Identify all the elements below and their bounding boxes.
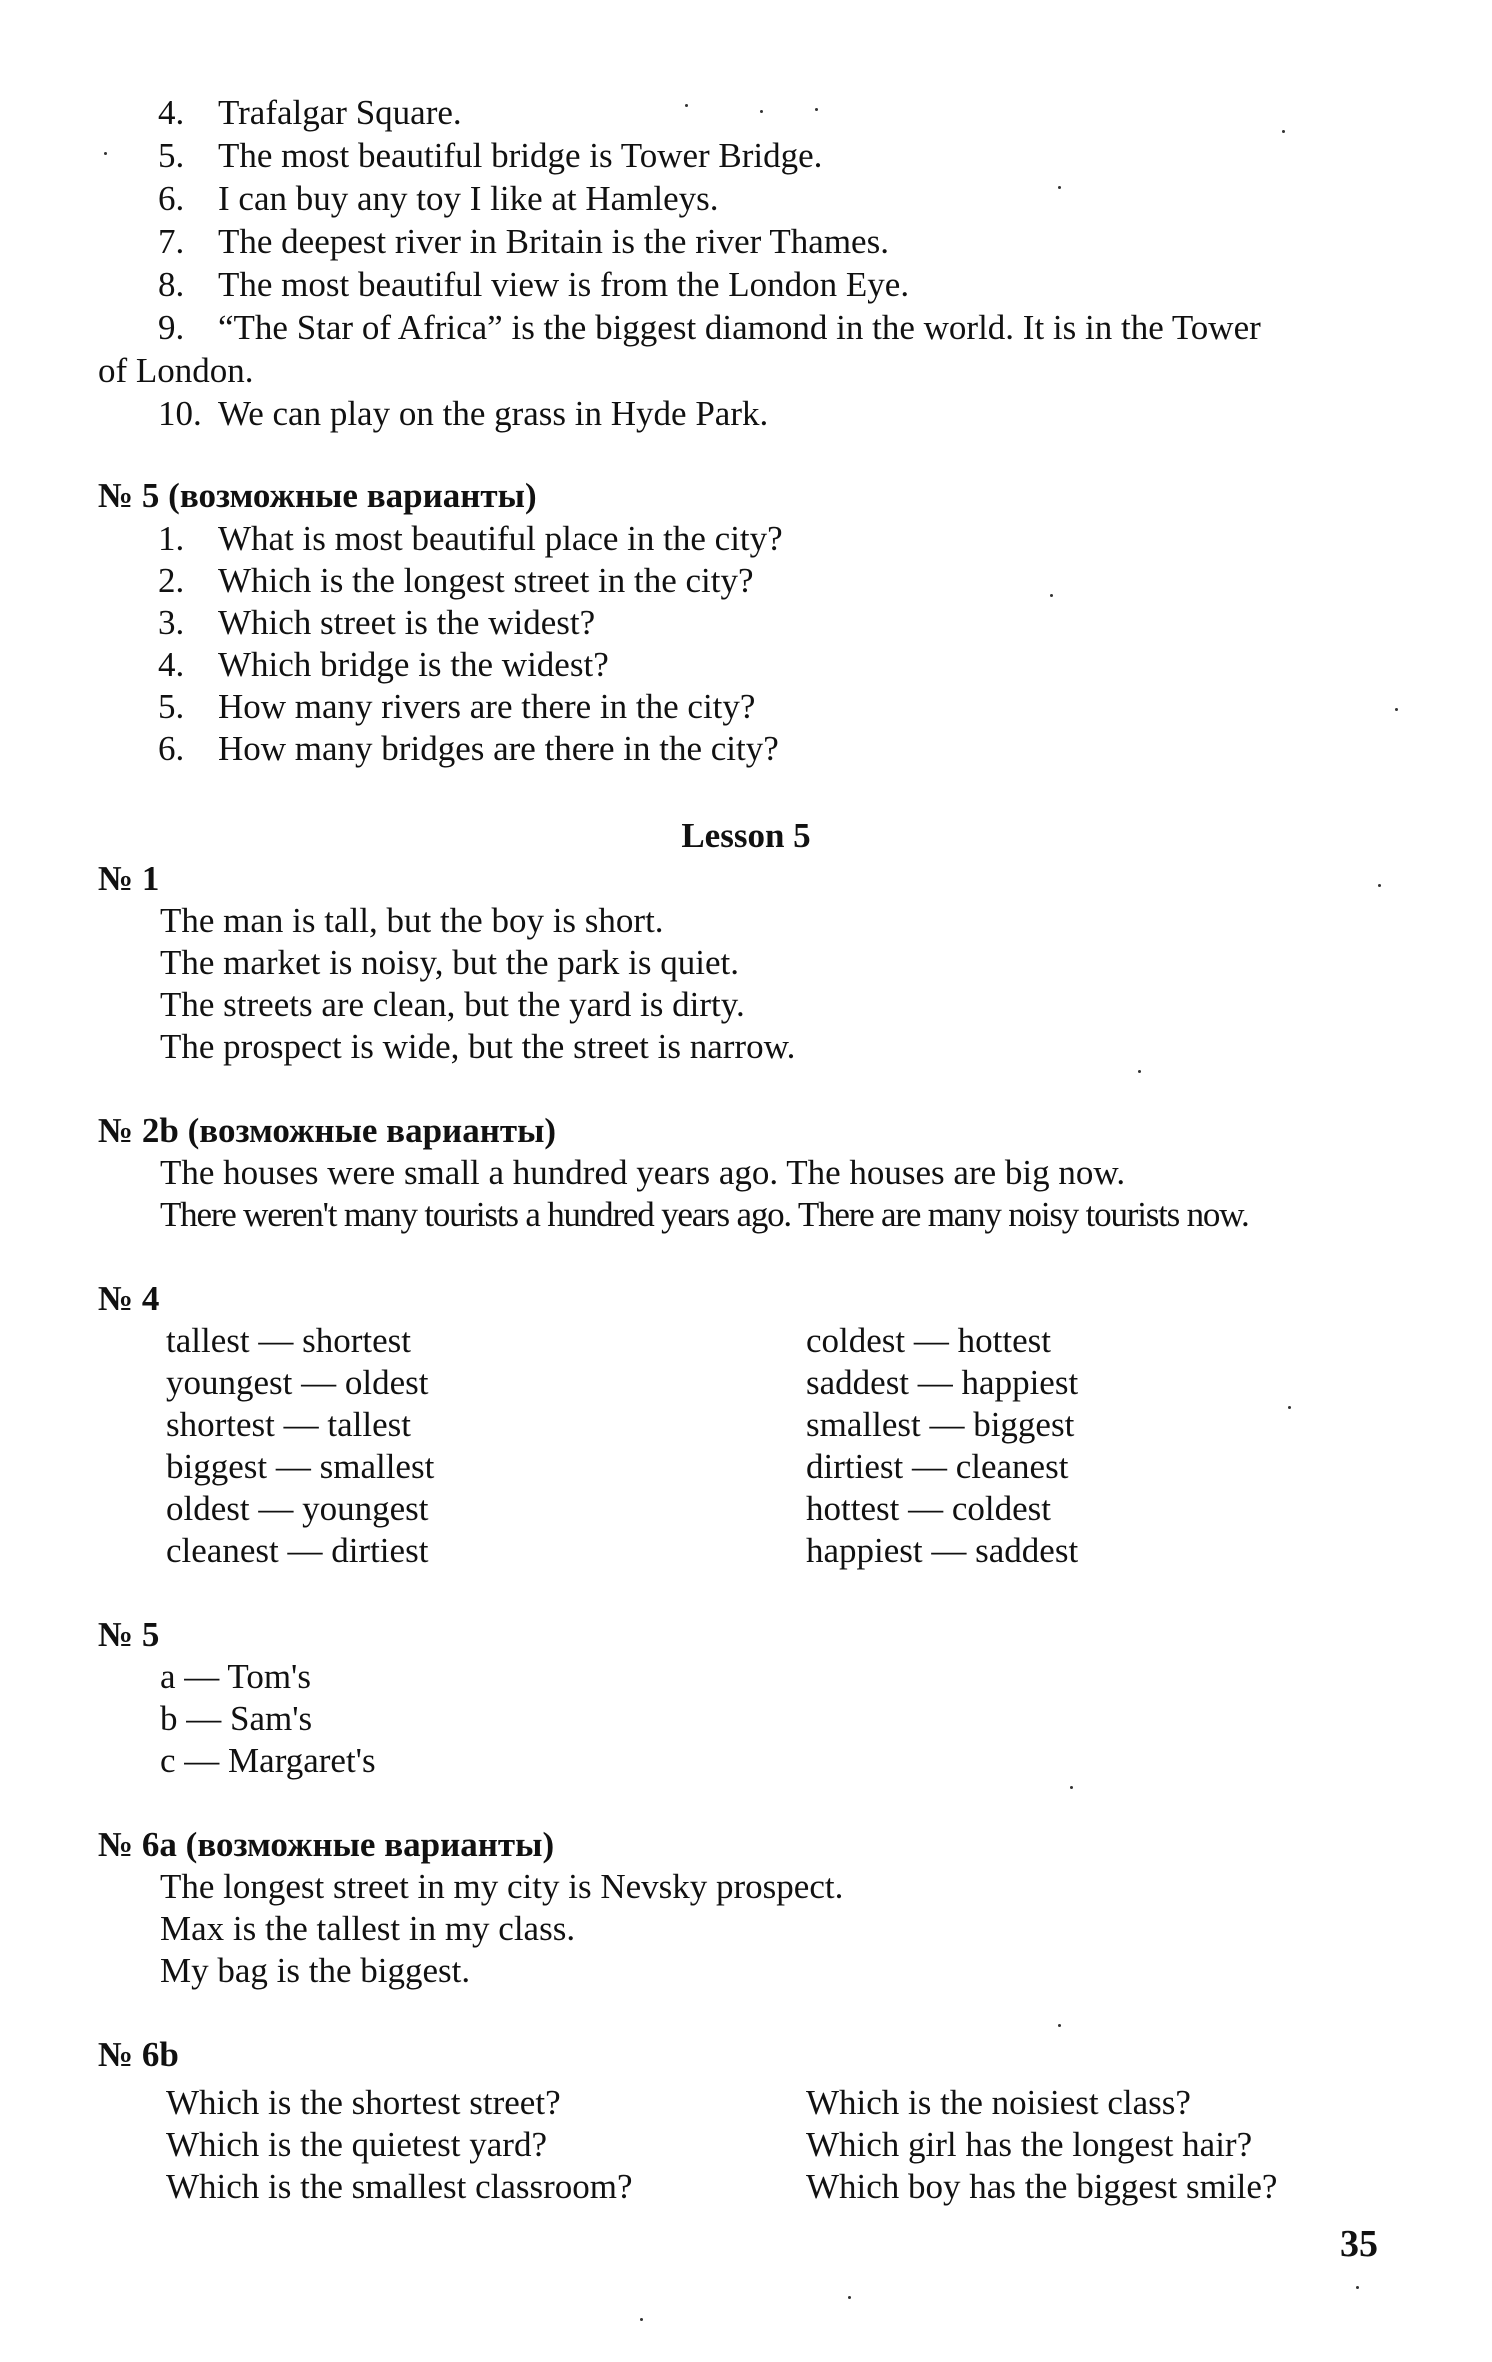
list-item: 3. Which street is the widest?: [158, 603, 596, 642]
antonym-pair: saddest — happiest: [806, 1363, 1079, 1402]
scan-speck: [815, 108, 818, 111]
question-line: Which is the shortest street?: [166, 2083, 561, 2122]
list-item: 6. I can buy any toy I like at Hamleys.: [158, 179, 719, 218]
exercise-heading: № 5 (возможные варианты): [98, 476, 537, 515]
antonym-pair: smallest — biggest: [806, 1405, 1075, 1444]
answer-line: a — Tom's: [160, 1657, 311, 1696]
answer-line: The longest street in my city is Nevsky prospect.: [160, 1867, 844, 1906]
exercise-heading: № 6b: [98, 2035, 179, 2074]
scan-speck: [1282, 130, 1285, 133]
scan-speck: [1058, 2024, 1061, 2027]
scan-speck: [104, 152, 107, 155]
list-item: 7. The deepest river in Britain is the river Thames.: [158, 222, 889, 261]
answer-line: Max is the tallest in my class.: [160, 1909, 576, 1948]
scan-speck: [1070, 1786, 1073, 1789]
scan-speck: [1288, 1406, 1291, 1409]
answer-line: c — Margaret's: [160, 1741, 376, 1780]
scan-speck: [1138, 1070, 1141, 1073]
question-line: Which is the quietest yard?: [166, 2125, 547, 2164]
scan-speck: [760, 110, 763, 113]
scan-speck: [1395, 708, 1398, 711]
antonym-pair: happiest — saddest: [806, 1531, 1079, 1570]
answer-line: b — Sam's: [160, 1699, 313, 1738]
answer-line: My bag is the biggest.: [160, 1951, 471, 1990]
antonym-pair: shortest — tallest: [166, 1405, 411, 1444]
answer-line: There weren't many tourists a hundred years ago. There are many noisy tourists now.: [160, 1195, 1249, 1234]
answer-line: The prospect is wide, but the street is narrow.: [160, 1027, 796, 1066]
answer-line: The streets are clean, but the yard is dirty.: [160, 985, 745, 1024]
scan-speck: [1356, 2286, 1359, 2289]
list-item: 10. We can play on the grass in Hyde Park.: [158, 394, 769, 433]
exercise-heading: № 4: [98, 1279, 160, 1318]
list-item: 5. How many rivers are there in the city?: [158, 687, 756, 726]
answer-line: The houses were small a hundred years ago. The houses are big now.: [160, 1153, 1126, 1192]
scan-speck: [640, 2318, 643, 2321]
exercise-heading: № 1: [98, 859, 160, 898]
antonym-pair: youngest — oldest: [166, 1363, 429, 1402]
antonym-pair: coldest — hottest: [806, 1321, 1051, 1360]
scan-speck: [1378, 884, 1381, 887]
answer-line: The market is noisy, but the park is quiet.: [160, 943, 740, 982]
scan-speck: [1058, 186, 1061, 189]
list-item: 6. How many bridges are there in the city?: [158, 729, 779, 768]
list-item: 1. What is most beautiful place in the city?: [158, 519, 783, 558]
exercise-heading: № 2b (возможные варианты): [98, 1111, 557, 1150]
antonym-pair: tallest — shortest: [166, 1321, 411, 1360]
question-line: Which boy has the biggest smile?: [806, 2167, 1278, 2206]
list-item-continuation: of London.: [98, 351, 254, 390]
scan-speck: [1050, 594, 1053, 597]
scan-speck: [848, 2296, 851, 2299]
answer-line: The man is tall, but the boy is short.: [160, 901, 664, 940]
list-item: 4. Trafalgar Square.: [158, 93, 462, 132]
list-item: 5. The most beautiful bridge is Tower Bridge.: [158, 136, 823, 175]
antonym-pair: cleanest — dirtiest: [166, 1531, 429, 1570]
list-item: 9. “The Star of Africa” is the biggest diamond in the world. It is in the Tower: [158, 308, 1261, 347]
lesson-title: Lesson 5: [681, 816, 811, 855]
antonym-pair: hottest — coldest: [806, 1489, 1051, 1528]
list-item: 4. Which bridge is the widest?: [158, 645, 609, 684]
exercise-heading: № 6a (возможные варианты): [98, 1825, 555, 1864]
scan-speck: [685, 104, 688, 107]
antonym-pair: oldest — youngest: [166, 1489, 429, 1528]
list-item: 8. The most beautiful view is from the London Eye.: [158, 265, 910, 304]
question-line: Which is the noisiest class?: [806, 2083, 1191, 2122]
question-line: Which is the smallest classroom?: [166, 2167, 633, 2206]
page-number: 35: [1340, 2223, 1378, 2265]
exercise-heading: № 5: [98, 1615, 160, 1654]
question-line: Which girl has the longest hair?: [806, 2125, 1253, 2164]
antonym-pair: dirtiest — cleanest: [806, 1447, 1069, 1486]
antonym-pair: biggest — smallest: [166, 1447, 435, 1486]
list-item: 2. Which is the longest street in the city?: [158, 561, 754, 600]
